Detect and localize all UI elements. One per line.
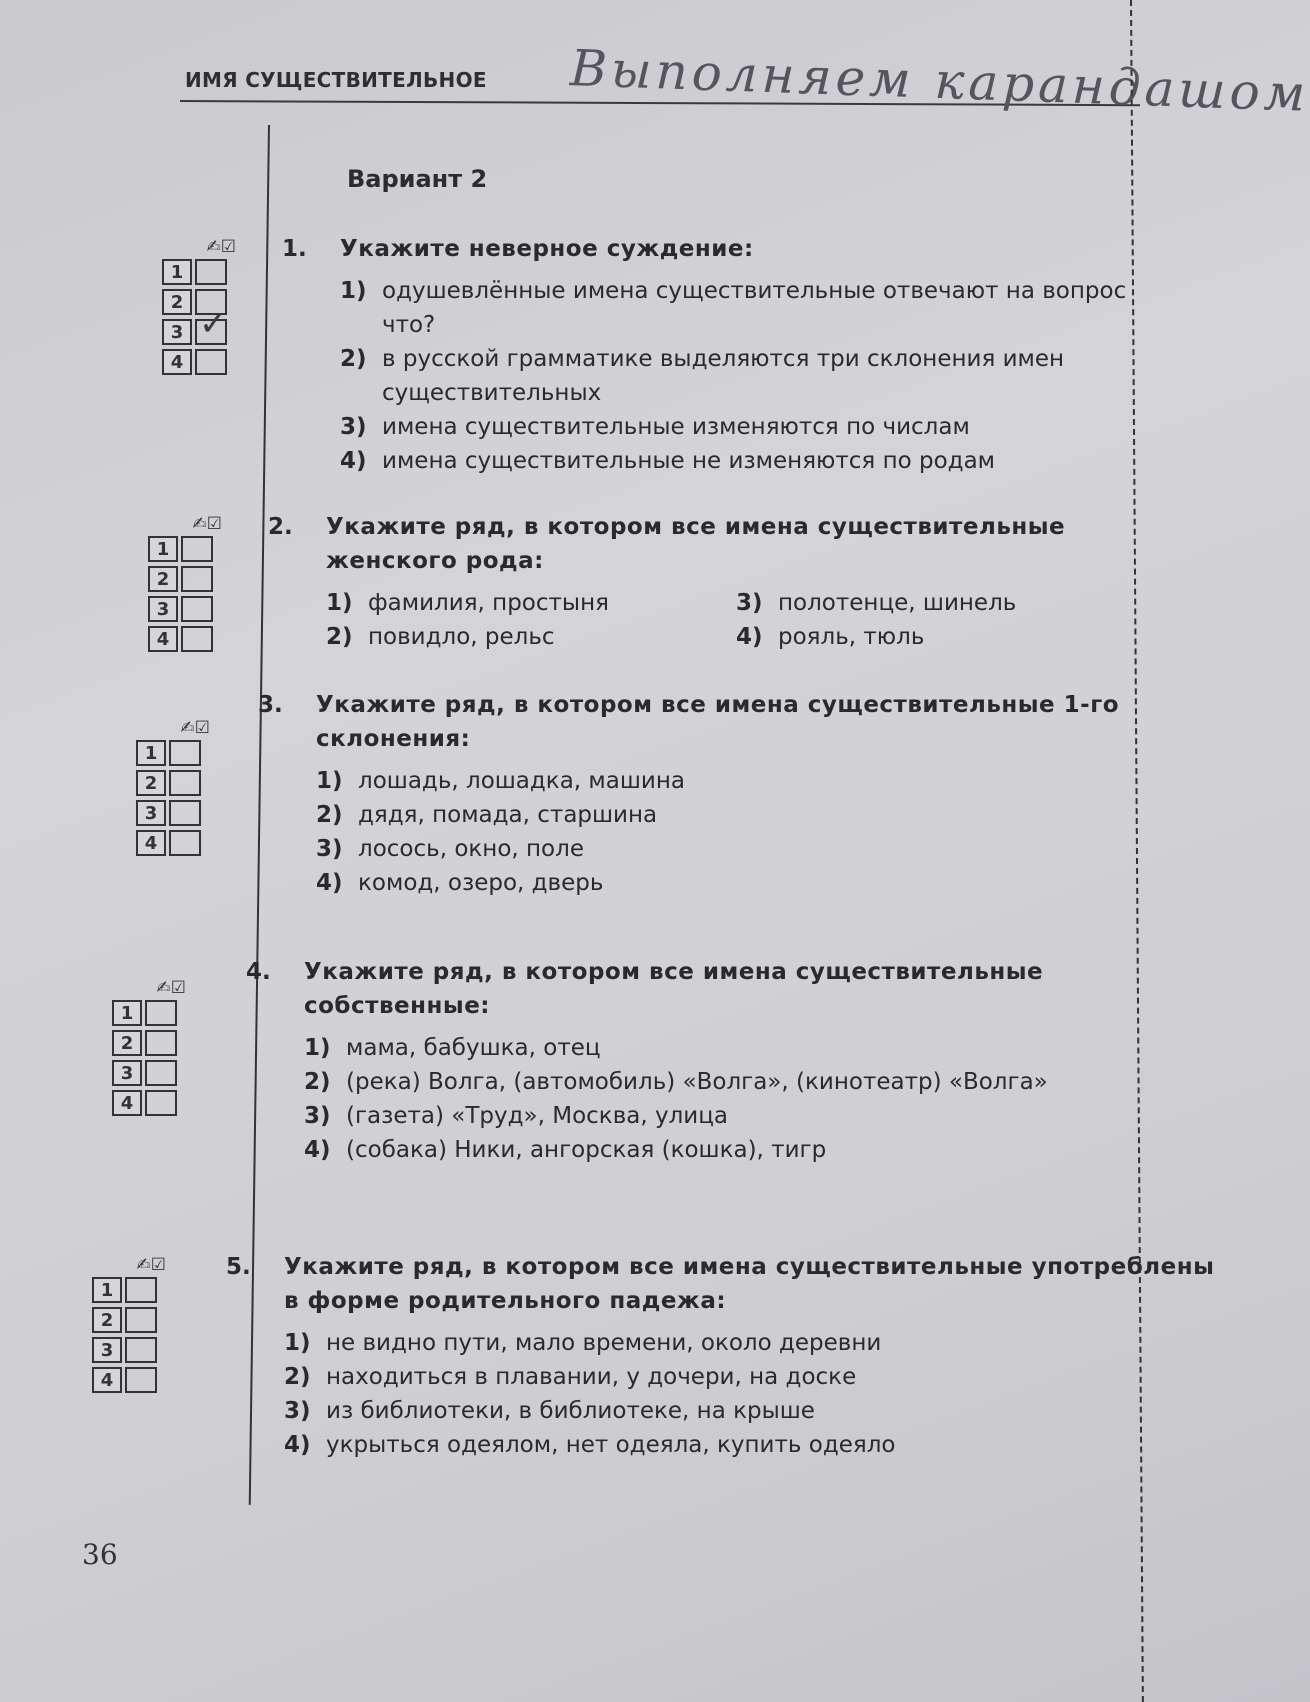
option-text: дядя, помада, старшина xyxy=(358,802,658,828)
handwritten-note: Выполняем карандашом xyxy=(569,39,1310,123)
answer-number: 3 xyxy=(92,1337,122,1363)
option-text: комод, озеро, дверь xyxy=(358,870,604,896)
answer-row xyxy=(148,566,228,592)
question-text: Укажите неверное суждение: xyxy=(340,236,754,262)
answer-row xyxy=(112,1030,192,1056)
answer-box-q2 xyxy=(148,512,228,656)
answer-row xyxy=(162,349,242,375)
answer-checkbox[interactable] xyxy=(145,1090,177,1116)
options-list xyxy=(284,1326,1216,1462)
answer-checkbox[interactable] xyxy=(169,740,201,766)
option-number: 1) xyxy=(340,278,367,304)
answer-number: 4 xyxy=(162,349,192,375)
answer-row xyxy=(92,1307,172,1333)
answer-number: 4 xyxy=(136,830,166,856)
pen-check-icon: ✍☑ xyxy=(136,1255,166,1275)
option-number: 1) xyxy=(326,590,353,616)
question-4 xyxy=(246,955,1196,1167)
option-item xyxy=(284,1326,1216,1360)
answer-number: 2 xyxy=(136,770,166,796)
answer-box-q1 xyxy=(162,235,242,379)
answer-number: 1 xyxy=(148,536,178,562)
option-item xyxy=(340,410,1142,444)
answer-checkbox[interactable] xyxy=(181,536,213,562)
option-text: (газета) «Труд», Москва, улица xyxy=(346,1103,728,1129)
option-text: находиться в плавании, у дочери, на доске xyxy=(326,1364,857,1390)
option-number: 3) xyxy=(304,1103,331,1129)
option-item xyxy=(316,798,1158,832)
option-number: 4) xyxy=(304,1137,331,1163)
question-text: Укажите ряд, в котором все имена существительные собственные: xyxy=(304,959,1044,1019)
option-item xyxy=(284,1428,1216,1462)
option-text: лосось, окно, поле xyxy=(358,836,584,862)
option-text: мама, бабушка, отец xyxy=(346,1035,601,1061)
option-text: лошадь, лошадка, машина xyxy=(358,768,685,794)
option-number: 3) xyxy=(316,836,343,862)
question-text: Укажите ряд, в котором все имена существительные употреблены в форме родительного падежа: xyxy=(284,1254,1215,1314)
option-number: 2) xyxy=(340,346,367,372)
option-item xyxy=(326,620,736,654)
option-number: 2) xyxy=(326,624,353,650)
option-text: в русской грамматике выделяются три склонения имен существительных xyxy=(382,346,1065,406)
answer-number: 4 xyxy=(148,626,178,652)
option-text: из библиотеки, в библиотеке, на крыше xyxy=(326,1398,815,1424)
answer-number: 3 xyxy=(136,800,166,826)
answer-checkbox[interactable] xyxy=(181,596,213,622)
answer-number: 2 xyxy=(112,1030,142,1056)
answer-row xyxy=(148,626,228,652)
question-text: Укажите ряд, в котором все имена существительные женского рода: xyxy=(326,514,1066,574)
options-list xyxy=(304,1031,1196,1167)
question-number: 4. xyxy=(246,959,271,985)
answer-number: 3 xyxy=(162,319,192,345)
option-item xyxy=(304,1133,1196,1167)
answer-number: 3 xyxy=(148,596,178,622)
option-text: не видно пути, мало времени, около деревни xyxy=(326,1330,882,1356)
answer-row xyxy=(112,1090,192,1116)
answer-checkbox[interactable] xyxy=(125,1277,157,1303)
answer-checkbox[interactable] xyxy=(145,1060,177,1086)
option-number: 1) xyxy=(316,768,343,794)
option-number: 4) xyxy=(736,624,763,650)
answer-row xyxy=(92,1277,172,1303)
answer-checkbox[interactable] xyxy=(125,1367,157,1393)
question-number: 2. xyxy=(268,514,293,540)
answer-number: 4 xyxy=(112,1090,142,1116)
options-list xyxy=(340,274,1142,478)
section-title: ИМЯ СУЩЕСТВИТЕЛЬНОЕ xyxy=(185,68,487,92)
answer-box-q5 xyxy=(92,1253,172,1397)
pen-check-icon: ✍☑ xyxy=(180,718,210,738)
answer-row xyxy=(148,596,228,622)
answer-row xyxy=(162,259,242,285)
option-number: 1) xyxy=(284,1330,311,1356)
option-item xyxy=(284,1360,1216,1394)
answer-row xyxy=(92,1367,172,1393)
answer-checkbox[interactable] xyxy=(125,1337,157,1363)
answer-number: 1 xyxy=(112,1000,142,1026)
question-3 xyxy=(258,688,1158,900)
answer-row xyxy=(92,1337,172,1363)
answer-row xyxy=(162,304,242,345)
answer-number: 1 xyxy=(92,1277,122,1303)
option-item xyxy=(326,586,736,620)
pen-check-icon: ✍☑ xyxy=(206,237,236,257)
answer-box-q4 xyxy=(112,976,192,1120)
answer-row xyxy=(136,830,216,856)
option-number: 3) xyxy=(340,414,367,440)
option-text: рояль, тюль xyxy=(778,624,925,650)
option-item xyxy=(304,1065,1196,1099)
option-number: 4) xyxy=(284,1432,311,1458)
option-item xyxy=(316,832,1158,866)
answer-row xyxy=(136,800,216,826)
option-text: (собака) Ники, ангорская (кошка), тигр xyxy=(346,1137,827,1163)
option-number: 3) xyxy=(736,590,763,616)
option-item xyxy=(304,1031,1196,1065)
question-text: Укажите ряд, в котором все имена существительные 1-го склонения: xyxy=(316,692,1120,752)
answer-number: 1 xyxy=(162,259,192,285)
answer-row xyxy=(112,1000,192,1026)
answer-number: 2 xyxy=(148,566,178,592)
option-item xyxy=(316,764,1158,798)
option-text: имена существительные изменяются по числам xyxy=(382,414,970,440)
answer-number: 3 xyxy=(112,1060,142,1086)
answer-box-q3 xyxy=(136,716,216,860)
option-item xyxy=(340,274,1142,342)
option-item xyxy=(316,866,1158,900)
option-text: укрыться одеялом, нет одеяла, купить одеяло xyxy=(326,1432,896,1458)
option-text: повидло, рельс xyxy=(368,624,555,650)
variant-title: Вариант 2 xyxy=(347,165,488,193)
answer-checkbox[interactable] xyxy=(181,626,213,652)
answer-checkbox[interactable] xyxy=(169,770,201,796)
answer-checkbox[interactable] xyxy=(125,1307,157,1333)
answer-number: 2 xyxy=(162,289,192,315)
options-list xyxy=(326,586,1168,654)
answer-number: 1 xyxy=(136,740,166,766)
pen-check-icon: ✍☑ xyxy=(192,514,222,534)
option-number: 1) xyxy=(304,1035,331,1061)
question-1 xyxy=(282,232,1142,478)
question-2 xyxy=(268,510,1168,654)
answer-row xyxy=(112,1060,192,1086)
answer-checkbox[interactable] xyxy=(181,566,213,592)
checkmark-icon: ✓ xyxy=(199,304,228,344)
option-number: 2) xyxy=(284,1364,311,1390)
answer-checkbox[interactable] xyxy=(169,800,201,826)
option-text: (река) Волга, (автомобиль) «Волга», (кинотеатр) «Волга» xyxy=(346,1069,1048,1095)
option-number: 3) xyxy=(284,1398,311,1424)
answer-checkbox[interactable] xyxy=(195,259,227,285)
page-number: 36 xyxy=(82,1538,118,1571)
option-item xyxy=(340,444,1142,478)
options-list xyxy=(316,764,1158,900)
option-text: фамилия, простыня xyxy=(368,590,609,616)
option-item xyxy=(304,1099,1196,1133)
option-number: 4) xyxy=(316,870,343,896)
pen-check-icon: ✍☑ xyxy=(156,978,186,998)
option-item xyxy=(736,586,1136,620)
option-text: одушевлённые имена существительные отвечают на вопрос что? xyxy=(382,278,1127,338)
answer-row xyxy=(148,536,228,562)
question-number: 1. xyxy=(282,236,307,262)
option-number: 2) xyxy=(304,1069,331,1095)
option-text: имена существительные не изменяются по родам xyxy=(382,448,996,474)
answer-number: 2 xyxy=(92,1307,122,1333)
option-item xyxy=(340,342,1142,410)
answer-row xyxy=(136,740,216,766)
answer-checkbox[interactable] xyxy=(145,1000,177,1026)
question-number: 3. xyxy=(258,692,283,718)
option-item xyxy=(284,1394,1216,1428)
answer-checkbox[interactable] xyxy=(145,1030,177,1056)
answer-checkbox[interactable] xyxy=(195,304,228,345)
question-number: 5. xyxy=(226,1254,251,1280)
option-item xyxy=(736,620,1136,654)
option-number: 4) xyxy=(340,448,367,474)
answer-checkbox[interactable] xyxy=(169,830,201,856)
answer-checkbox[interactable] xyxy=(195,349,227,375)
question-5 xyxy=(226,1250,1216,1462)
answer-number: 4 xyxy=(92,1367,122,1393)
option-text: полотенце, шинель xyxy=(778,590,1017,616)
answer-row xyxy=(136,770,216,796)
option-number: 2) xyxy=(316,802,343,828)
